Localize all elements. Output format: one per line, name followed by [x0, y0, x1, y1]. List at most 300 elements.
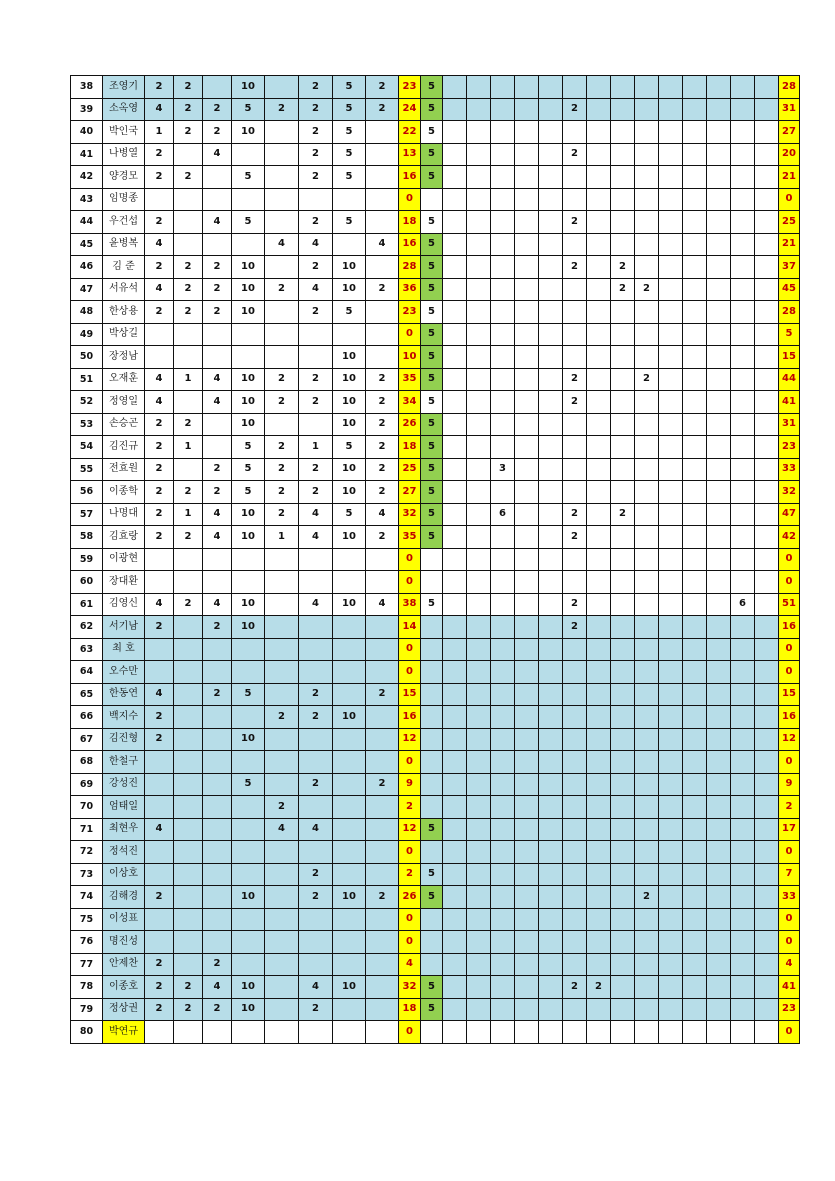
extra-score-cell	[659, 98, 683, 121]
subtotal-cell: 0	[399, 638, 421, 661]
score-cell	[333, 841, 366, 864]
score-cell	[174, 188, 203, 211]
name-cell: 장대환	[103, 571, 145, 594]
extra-score-cell	[443, 391, 467, 414]
extra-score-cell	[611, 886, 635, 909]
subtotal-cell: 38	[399, 593, 421, 616]
extra-score-cell	[659, 706, 683, 729]
extra-score-cell	[491, 863, 515, 886]
table-row	[71, 593, 800, 616]
extra-score-cell	[731, 346, 755, 369]
score-cell	[203, 323, 232, 346]
extra-score-cell	[491, 616, 515, 639]
row-number-cell: 40	[71, 121, 103, 144]
bonus-cell: 5	[421, 121, 443, 144]
extra-score-cell	[587, 503, 611, 526]
score-cell	[265, 143, 299, 166]
extra-score-cell	[731, 751, 755, 774]
total-cell: 23	[779, 998, 800, 1021]
extra-score-cell	[659, 886, 683, 909]
extra-score-cell	[443, 98, 467, 121]
extra-score-cell	[731, 773, 755, 796]
extra-score-cell	[491, 886, 515, 909]
extra-score-cell	[731, 413, 755, 436]
total-cell: 28	[779, 301, 800, 324]
score-cell	[265, 953, 299, 976]
extra-score-cell	[683, 728, 707, 751]
bonus-cell: 5	[421, 458, 443, 481]
row-number-cell: 62	[71, 616, 103, 639]
extra-score-cell	[515, 706, 539, 729]
score-cell	[232, 571, 265, 594]
table-row	[71, 98, 800, 121]
bonus-cell	[421, 661, 443, 684]
extra-score-cell	[539, 278, 563, 301]
extra-score-cell	[707, 593, 731, 616]
extra-score-cell	[467, 953, 491, 976]
extra-score-cell	[539, 976, 563, 999]
extra-score-cell	[659, 526, 683, 549]
subtotal-cell: 0	[399, 1021, 421, 1044]
score-cell: 1	[265, 526, 299, 549]
score-cell	[203, 413, 232, 436]
score-cell	[265, 908, 299, 931]
score-cell	[366, 121, 399, 144]
total-cell: 47	[779, 503, 800, 526]
subtotal-cell: 36	[399, 278, 421, 301]
extra-score-cell	[467, 886, 491, 909]
extra-score-cell	[467, 683, 491, 706]
extra-score-cell: 2	[563, 391, 587, 414]
extra-score-cell	[515, 593, 539, 616]
extra-score-cell	[683, 323, 707, 346]
extra-score-cell	[731, 638, 755, 661]
extra-score-cell	[731, 188, 755, 211]
extra-score-cell	[635, 818, 659, 841]
score-cell	[366, 571, 399, 594]
extra-score-cell	[659, 368, 683, 391]
extra-score-cell	[491, 143, 515, 166]
table-row	[71, 706, 800, 729]
score-cell	[333, 818, 366, 841]
extra-score-cell	[635, 346, 659, 369]
extra-score-cell	[707, 188, 731, 211]
extra-score-cell	[659, 616, 683, 639]
score-cell	[174, 773, 203, 796]
score-cell: 2	[174, 526, 203, 549]
extra-score-cell	[467, 301, 491, 324]
row-number-cell: 56	[71, 481, 103, 504]
extra-score-cell	[755, 931, 779, 954]
extra-score-cell	[515, 98, 539, 121]
score-cell: 2	[145, 728, 174, 751]
extra-score-cell	[683, 143, 707, 166]
bonus-cell: 5	[421, 301, 443, 324]
extra-score-cell	[515, 436, 539, 459]
score-cell: 5	[333, 301, 366, 324]
extra-score-cell	[683, 391, 707, 414]
score-cell	[265, 863, 299, 886]
score-cell	[265, 593, 299, 616]
extra-score-cell	[467, 121, 491, 144]
extra-score-cell: 2	[563, 976, 587, 999]
extra-score-cell	[635, 841, 659, 864]
score-cell: 2	[366, 886, 399, 909]
extra-score-cell	[491, 638, 515, 661]
extra-score-cell	[443, 143, 467, 166]
score-cell	[333, 863, 366, 886]
extra-score-cell	[635, 1021, 659, 1044]
extra-score-cell	[755, 593, 779, 616]
score-cell	[265, 638, 299, 661]
subtotal-cell: 0	[399, 548, 421, 571]
score-cell	[333, 188, 366, 211]
score-cell: 2	[174, 481, 203, 504]
extra-score-cell	[755, 818, 779, 841]
total-cell: 0	[779, 931, 800, 954]
extra-score-cell	[611, 593, 635, 616]
score-cell: 2	[265, 796, 299, 819]
extra-score-cell	[467, 481, 491, 504]
score-cell: 4	[145, 683, 174, 706]
score-cell	[174, 841, 203, 864]
extra-score-cell	[587, 436, 611, 459]
extra-score-cell	[635, 301, 659, 324]
extra-score-cell	[587, 346, 611, 369]
subtotal-cell: 32	[399, 503, 421, 526]
extra-score-cell	[683, 953, 707, 976]
total-cell: 0	[779, 908, 800, 931]
score-cell	[174, 458, 203, 481]
score-cell: 2	[366, 98, 399, 121]
extra-score-cell	[491, 481, 515, 504]
extra-score-cell	[659, 683, 683, 706]
extra-score-cell	[539, 166, 563, 189]
table-row	[71, 503, 800, 526]
extra-score-cell	[683, 503, 707, 526]
score-cell: 10	[232, 998, 265, 1021]
score-cell: 2	[299, 998, 333, 1021]
extra-score-cell	[491, 683, 515, 706]
extra-score-cell	[515, 683, 539, 706]
extra-score-cell	[611, 728, 635, 751]
total-cell: 0	[779, 661, 800, 684]
extra-score-cell	[467, 256, 491, 279]
extra-score-cell	[587, 863, 611, 886]
table-row	[71, 458, 800, 481]
extra-score-cell	[539, 323, 563, 346]
extra-score-cell	[731, 278, 755, 301]
extra-score-cell	[587, 908, 611, 931]
extra-score-cell	[563, 796, 587, 819]
extra-score-cell	[539, 1021, 563, 1044]
score-cell	[174, 728, 203, 751]
score-cell: 2	[366, 278, 399, 301]
score-cell: 10	[333, 706, 366, 729]
score-cell: 10	[232, 503, 265, 526]
extra-score-cell	[755, 458, 779, 481]
score-cell: 2	[299, 211, 333, 234]
extra-score-cell	[443, 526, 467, 549]
extra-score-cell	[515, 143, 539, 166]
bonus-cell: 5	[421, 323, 443, 346]
name-cell: 우건섭	[103, 211, 145, 234]
row-number-cell: 43	[71, 188, 103, 211]
extra-score-cell	[707, 278, 731, 301]
extra-score-cell	[467, 548, 491, 571]
extra-score-cell	[635, 593, 659, 616]
score-cell: 4	[203, 976, 232, 999]
extra-score-cell	[707, 166, 731, 189]
extra-score-cell	[491, 526, 515, 549]
score-cell	[174, 886, 203, 909]
extra-score-cell	[635, 998, 659, 1021]
score-cell: 2	[174, 976, 203, 999]
score-cell	[333, 683, 366, 706]
table-row	[71, 481, 800, 504]
total-cell: 42	[779, 526, 800, 549]
score-cell	[366, 1021, 399, 1044]
subtotal-cell: 34	[399, 391, 421, 414]
extra-score-cell	[611, 571, 635, 594]
extra-score-cell	[467, 638, 491, 661]
score-cell: 4	[299, 233, 333, 256]
total-cell: 4	[779, 953, 800, 976]
extra-score-cell	[491, 256, 515, 279]
extra-score-cell	[491, 1021, 515, 1044]
extra-score-cell	[659, 166, 683, 189]
score-cell	[232, 931, 265, 954]
name-cell: 정석진	[103, 841, 145, 864]
extra-score-cell	[611, 706, 635, 729]
extra-score-cell	[467, 233, 491, 256]
score-cell: 4	[299, 593, 333, 616]
extra-score-cell	[683, 661, 707, 684]
score-cell	[174, 706, 203, 729]
extra-score-cell	[539, 346, 563, 369]
score-cell	[299, 953, 333, 976]
score-cell	[145, 661, 174, 684]
table-row	[71, 323, 800, 346]
score-cell: 5	[333, 436, 366, 459]
score-cell	[145, 751, 174, 774]
extra-score-cell	[659, 323, 683, 346]
table-row	[71, 413, 800, 436]
row-number-cell: 44	[71, 211, 103, 234]
extra-score-cell	[611, 436, 635, 459]
bonus-cell	[421, 751, 443, 774]
extra-score-cell	[515, 863, 539, 886]
score-cell	[299, 1021, 333, 1044]
extra-score-cell	[467, 503, 491, 526]
extra-score-cell	[467, 908, 491, 931]
score-cell: 2	[366, 436, 399, 459]
name-cell: 소옥영	[103, 98, 145, 121]
bonus-cell	[421, 188, 443, 211]
extra-score-cell	[755, 976, 779, 999]
score-cell: 5	[232, 211, 265, 234]
extra-score-cell	[755, 188, 779, 211]
bonus-cell: 5	[421, 211, 443, 234]
extra-score-cell	[515, 481, 539, 504]
extra-score-cell	[635, 188, 659, 211]
score-cell: 2	[145, 413, 174, 436]
score-cell	[232, 953, 265, 976]
total-cell: 0	[779, 1021, 800, 1044]
score-cell	[299, 638, 333, 661]
extra-score-cell	[491, 548, 515, 571]
extra-score-cell	[443, 503, 467, 526]
extra-score-cell	[539, 121, 563, 144]
extra-score-cell	[515, 773, 539, 796]
extra-score-cell	[635, 413, 659, 436]
score-cell: 2	[265, 391, 299, 414]
extra-score-cell	[659, 413, 683, 436]
bonus-cell: 5	[421, 998, 443, 1021]
score-cell	[145, 863, 174, 886]
extra-score-cell	[731, 211, 755, 234]
extra-score-cell	[539, 458, 563, 481]
extra-score-cell	[683, 683, 707, 706]
extra-score-cell	[467, 76, 491, 99]
extra-score-cell	[611, 458, 635, 481]
extra-score-cell	[563, 278, 587, 301]
name-cell: 조영기	[103, 76, 145, 99]
score-cell: 2	[174, 278, 203, 301]
extra-score-cell	[563, 751, 587, 774]
extra-score-cell	[659, 256, 683, 279]
row-number-cell: 80	[71, 1021, 103, 1044]
extra-score-cell	[587, 931, 611, 954]
score-cell	[174, 391, 203, 414]
extra-score-cell	[755, 638, 779, 661]
name-cell: 박인국	[103, 121, 145, 144]
score-cell: 4	[299, 278, 333, 301]
name-cell: 김해경	[103, 886, 145, 909]
extra-score-cell	[539, 256, 563, 279]
score-cell	[145, 346, 174, 369]
score-cell	[366, 323, 399, 346]
extra-score-cell	[515, 188, 539, 211]
score-cell	[203, 841, 232, 864]
name-cell: 최 호	[103, 638, 145, 661]
extra-score-cell	[659, 503, 683, 526]
name-cell: 오수만	[103, 661, 145, 684]
extra-score-cell	[659, 391, 683, 414]
extra-score-cell	[563, 661, 587, 684]
score-cell	[203, 346, 232, 369]
name-cell: 서유석	[103, 278, 145, 301]
extra-score-cell	[755, 683, 779, 706]
extra-score-cell	[491, 301, 515, 324]
total-cell: 45	[779, 278, 800, 301]
score-cell: 2	[174, 98, 203, 121]
score-cell: 2	[299, 886, 333, 909]
name-cell: 오재훈	[103, 368, 145, 391]
score-cell	[299, 188, 333, 211]
score-cell	[366, 188, 399, 211]
score-cell: 4	[203, 503, 232, 526]
subtotal-cell: 23	[399, 76, 421, 99]
row-number-cell: 54	[71, 436, 103, 459]
extra-score-cell	[683, 76, 707, 99]
table-row	[71, 773, 800, 796]
score-cell: 2	[203, 301, 232, 324]
total-cell: 31	[779, 413, 800, 436]
table-row	[71, 548, 800, 571]
extra-score-cell	[635, 436, 659, 459]
extra-score-cell	[707, 1021, 731, 1044]
extra-score-cell	[755, 503, 779, 526]
extra-score-cell	[611, 121, 635, 144]
bonus-cell	[421, 706, 443, 729]
extra-score-cell	[707, 706, 731, 729]
extra-score-cell	[443, 233, 467, 256]
extra-score-cell	[491, 998, 515, 1021]
row-number-cell: 49	[71, 323, 103, 346]
extra-score-cell	[611, 953, 635, 976]
table-row	[71, 841, 800, 864]
extra-score-cell	[467, 818, 491, 841]
extra-score-cell	[731, 458, 755, 481]
subtotal-cell: 25	[399, 458, 421, 481]
extra-score-cell	[515, 841, 539, 864]
extra-score-cell	[731, 503, 755, 526]
score-cell: 2	[299, 481, 333, 504]
table-row	[71, 211, 800, 234]
extra-score-cell	[731, 368, 755, 391]
extra-score-cell	[635, 76, 659, 99]
extra-score-cell	[635, 863, 659, 886]
extra-score-cell	[491, 728, 515, 751]
extra-score-cell	[683, 571, 707, 594]
extra-score-cell	[491, 413, 515, 436]
score-cell: 10	[232, 121, 265, 144]
extra-score-cell	[515, 1021, 539, 1044]
extra-score-cell	[491, 908, 515, 931]
extra-score-cell	[635, 256, 659, 279]
extra-score-cell	[755, 256, 779, 279]
extra-score-cell	[539, 818, 563, 841]
extra-score-cell	[731, 728, 755, 751]
score-cell	[333, 953, 366, 976]
score-cell: 2	[265, 278, 299, 301]
extra-score-cell	[611, 616, 635, 639]
extra-score-cell	[467, 346, 491, 369]
extra-score-cell	[515, 976, 539, 999]
score-cell	[203, 166, 232, 189]
extra-score-cell	[491, 773, 515, 796]
score-cell	[203, 818, 232, 841]
row-number-cell: 78	[71, 976, 103, 999]
score-cell	[333, 908, 366, 931]
extra-score-cell	[611, 233, 635, 256]
score-cell: 2	[145, 256, 174, 279]
name-cell: 임명종	[103, 188, 145, 211]
extra-score-cell	[611, 661, 635, 684]
score-cell: 2	[299, 166, 333, 189]
extra-score-cell	[563, 121, 587, 144]
extra-score-cell	[467, 188, 491, 211]
extra-score-cell	[683, 1021, 707, 1044]
extra-score-cell	[707, 256, 731, 279]
extra-score-cell: 2	[635, 278, 659, 301]
extra-score-cell	[491, 841, 515, 864]
row-number-cell: 39	[71, 98, 103, 121]
total-cell: 28	[779, 76, 800, 99]
extra-score-cell	[515, 233, 539, 256]
extra-score-cell	[563, 886, 587, 909]
